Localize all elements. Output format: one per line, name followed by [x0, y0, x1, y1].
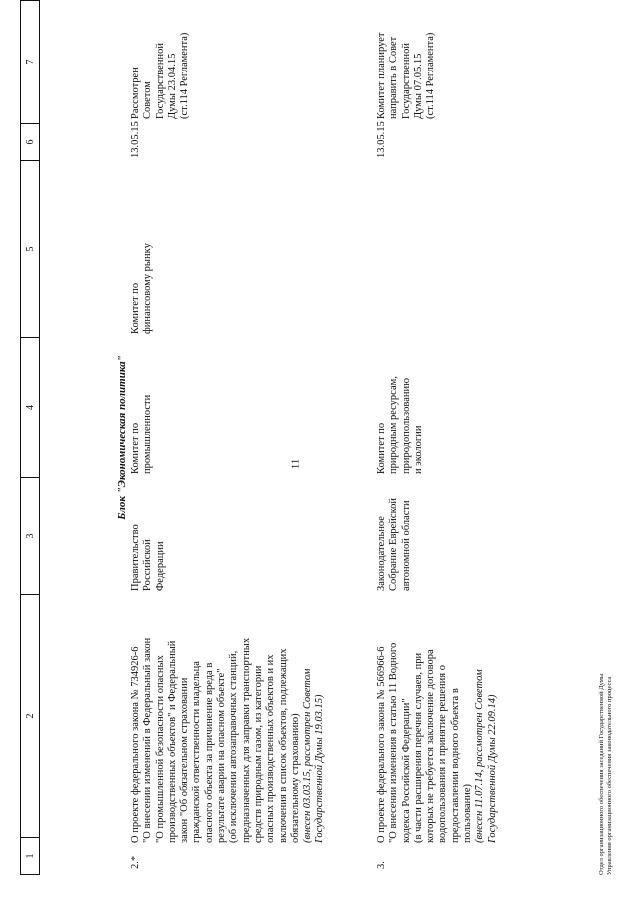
co-committee — [130, 164, 155, 334]
footer — [598, 674, 614, 875]
text-line: которых не требуется заключение договора — [425, 649, 437, 843]
text-line: опасных производственных объектов и их — [265, 654, 277, 843]
text-line: (об исключении автозаправочных станций, — [228, 650, 240, 843]
text-line: направить в Совет — [388, 36, 400, 119]
text-line: финансовому рынку — [142, 243, 154, 334]
note-line: (внесен 03.03.15, рассмотрен Советом — [302, 668, 314, 843]
header-col-7: 7 — [20, 0, 40, 124]
text-line: закон "Об обязательном страховании — [179, 677, 191, 843]
text-line: Комитет по — [130, 282, 141, 334]
text-line: "О внесении изменения в статью 11 Водного — [388, 642, 400, 843]
text-line: предназначенных для заправки транспортных — [240, 637, 252, 843]
text-line: Комитет по — [130, 422, 141, 474]
status — [130, 0, 191, 119]
bill-description — [376, 593, 499, 843]
text-line: (ст.114 Регламента) — [179, 32, 191, 119]
text-line: "О промышленной безопасности опасных — [154, 655, 166, 843]
text-line: пользование) — [462, 784, 474, 843]
text-line: Собрание Еврейской — [388, 497, 400, 591]
text-line: Рассмотрен — [130, 67, 141, 119]
document-sheet — [20, 0, 620, 875]
page-number: 11 — [289, 458, 302, 470]
header-col-3: 3 — [20, 477, 40, 595]
text-line: Федерации — [154, 541, 166, 591]
date: 13.05.15 — [130, 121, 141, 158]
text-line: опасного объекта за причинение вреда в — [203, 662, 215, 843]
header-col-4: 4 — [20, 337, 40, 478]
text-line: промышленности — [142, 394, 154, 474]
note-line: Государственной Думы 19.03.15) — [314, 694, 326, 843]
note-line: (внесен 11.07.14, рассмотрен Советом — [474, 669, 486, 843]
text-line: производственных объектов" и Федеральный — [166, 640, 178, 843]
text-line: природопользованию — [400, 378, 412, 474]
text-line: (ст.114 Регламента) — [425, 32, 437, 119]
bill-description — [130, 593, 327, 843]
header-col-1: 1 — [20, 837, 40, 875]
text-line: Правительство — [130, 524, 141, 591]
note-line: Государственной Думы 22.09.14) — [486, 694, 498, 843]
text-line: средств природным газом, из категории — [252, 665, 264, 843]
text-line: кодекса Российской Федерации" — [400, 698, 412, 843]
header-col-2: 2 — [20, 594, 40, 838]
text-line: гражданской ответственности владельца — [191, 661, 203, 843]
responsible-committee — [376, 339, 425, 474]
date: 13.05.15 — [376, 121, 387, 158]
footer-line: Отдел организационного обеспечения заседаний Государственной Думы — [598, 673, 605, 875]
text-line: Думы 23.04.15 — [166, 53, 178, 119]
text-line: Законодательное — [376, 516, 387, 591]
text-line: предоставлении водного объекта в — [449, 688, 461, 843]
text-line: (в части расширения перечня случаев, при — [412, 652, 424, 843]
text-line: и экологии — [412, 425, 424, 474]
text-line: Государственной — [154, 43, 166, 119]
text-line: О проекте федерального закона № 566966-6 — [376, 646, 387, 843]
row-number: 3. — [376, 861, 387, 869]
status — [376, 0, 437, 119]
text-line: Комитет по — [376, 422, 387, 474]
text-line: водопользования и принятие решения о — [437, 665, 449, 843]
header-col-6: 6 — [20, 123, 40, 161]
responsible-committee — [130, 339, 155, 474]
initiator — [376, 479, 413, 591]
text-line: автономной области — [400, 500, 412, 591]
text-line: включения в список объектов, подлежащих — [277, 648, 289, 843]
initiator — [130, 479, 167, 591]
text-line: результате аварии на опасном объекте" — [216, 668, 228, 843]
text-line: Комитет планирует — [376, 32, 387, 119]
text-line: природным ресурсам, — [388, 376, 400, 474]
text-line: Думы 07.05.15 — [412, 53, 424, 119]
header-col-5: 5 — [20, 160, 40, 338]
row-number: 2.* — [130, 855, 141, 869]
text-line: Советом — [142, 81, 154, 119]
footer-line: Управления организационного обеспечения законодательного процесса — [606, 676, 613, 875]
text-line: Российской — [142, 539, 154, 591]
text-line: Государственной — [400, 43, 412, 119]
text-line: О проекте федерального закона № 734926-6 — [130, 646, 141, 843]
text-line: "О внесении изменений в Федеральный закон — [142, 637, 154, 843]
text-line: обязательному страхованию) — [289, 713, 301, 843]
block-title: Блок "Экономическая политика" — [116, 355, 128, 520]
